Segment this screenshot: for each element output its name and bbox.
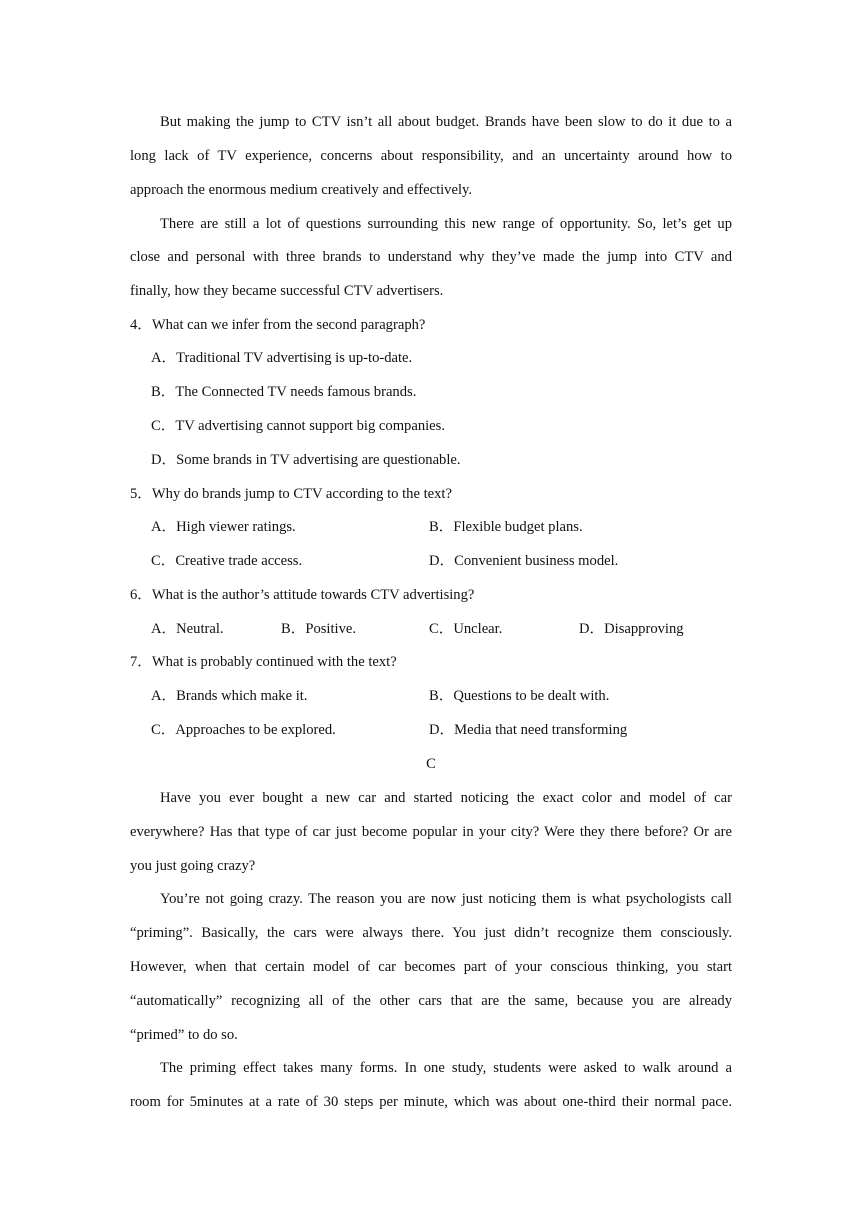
answer-option: A．High viewer ratings. <box>151 519 296 535</box>
answer-option: B．Questions to be dealt with. <box>429 688 610 704</box>
answer-option: C．Creative trade access. <box>151 553 303 569</box>
paragraph-line: “automatically” recognizing all of the other cars that are the same, because you are already <box>130 993 732 1009</box>
paragraph-line: you just going crazy? <box>130 858 256 874</box>
question-stem: 4．What can we infer from the second paragraph? <box>130 317 426 333</box>
paragraph-line: But making the jump to CTV isn’t all about budget. Brands have been slow to do it due to a <box>160 114 732 130</box>
paragraph-line: There are still a lot of questions surrounding this new range of opportunity. So, let’s get up <box>160 216 732 232</box>
answer-option: C．TV advertising cannot support big companies. <box>151 418 445 434</box>
answer-option: B．The Connected TV needs famous brands. <box>151 384 417 400</box>
paragraph-line: “primed” to do so. <box>130 1027 238 1043</box>
answer-option: B．Flexible budget plans. <box>429 519 583 535</box>
paragraph-line: finally, how they became successful CTV advertisers. <box>130 283 444 299</box>
section-heading: C <box>426 756 436 772</box>
answer-option: D．Media that need transforming <box>429 722 628 738</box>
question-stem: 5．Why do brands jump to CTV according to the text? <box>130 486 452 502</box>
answer-option: D．Disapproving <box>579 621 684 637</box>
paragraph-line: You’re not going crazy. The reason you are now just noticing them is what psychologists call <box>160 891 732 907</box>
paragraph-line: “priming”. Basically, the cars were always there. You just didn’t recognize them consciously. <box>130 925 732 941</box>
paragraph-line: approach the enormous medium creatively and effectively. <box>130 182 473 198</box>
paragraph-line: The priming effect takes many forms. In one study, students were asked to walk around a <box>160 1060 732 1076</box>
paragraph-line: close and personal with three brands to understand why they’ve made the jump into CTV and <box>130 249 732 265</box>
paragraph-line: Have you ever bought a new car and started noticing the exact color and model of car <box>160 790 732 806</box>
question-stem: 7．What is probably continued with the text? <box>130 654 397 670</box>
paragraph-line: room for 5minutes at a rate of 30 steps per minute, which was about one-third their normal pace. <box>130 1094 732 1110</box>
answer-option: A．Traditional TV advertising is up-to-date. <box>151 350 413 366</box>
answer-option: D．Some brands in TV advertising are questionable. <box>151 452 461 468</box>
question-stem: 6．What is the author’s attitude towards CTV advertising? <box>130 587 475 603</box>
answer-option: B．Positive. <box>281 621 357 637</box>
paragraph-line: However, when that certain model of car becomes part of your conscious thinking, you start <box>130 959 732 975</box>
paragraph-line: everywhere? Has that type of car just become popular in your city? Were they there before? Or are <box>130 824 732 840</box>
answer-option: C．Approaches to be explored. <box>151 722 336 738</box>
answer-option: C．Unclear. <box>429 621 503 637</box>
paragraph-line: long lack of TV experience, concerns about responsibility, and an uncertainty around how to <box>130 148 732 164</box>
answer-option: D．Convenient business model. <box>429 553 619 569</box>
answer-option: A．Neutral. <box>151 621 224 637</box>
answer-option: A．Brands which make it. <box>151 688 308 704</box>
